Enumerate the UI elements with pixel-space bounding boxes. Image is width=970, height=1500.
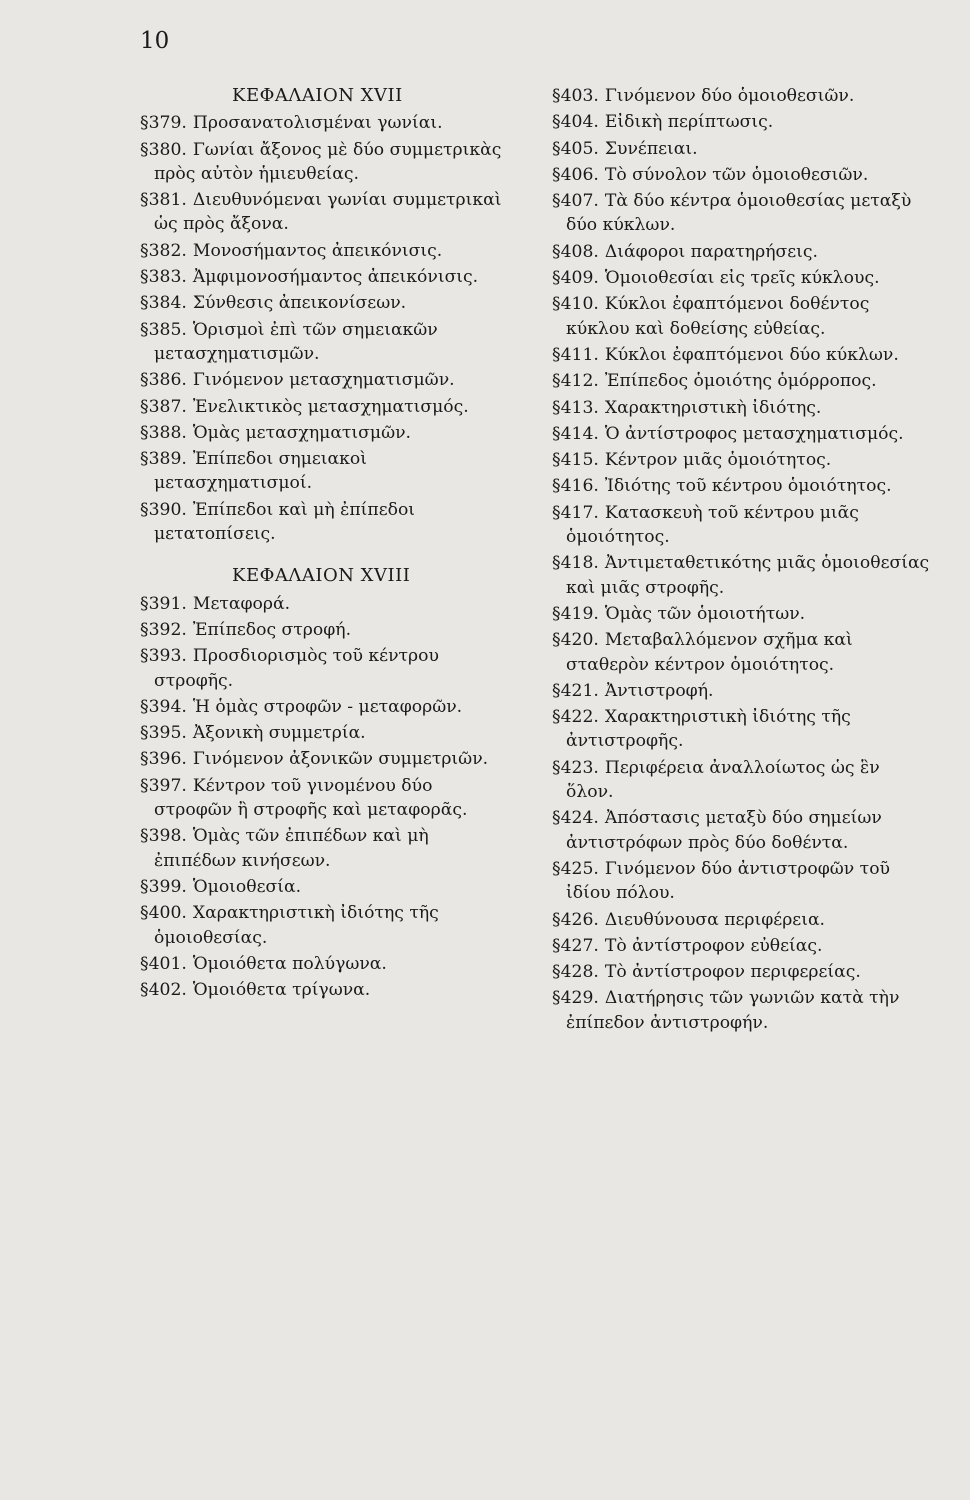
section-number: §390. <box>140 499 187 520</box>
toc-entry <box>552 474 930 498</box>
page-number: 10 <box>140 28 170 54</box>
section-number: §383. <box>140 267 187 288</box>
chapter-17-heading: ΚΕΦΑΛΑΙΟΝ XVII <box>232 85 403 106</box>
section-title: Γινόμενον δύο ὁμοιοθεσιῶν. <box>604 86 855 106</box>
section-number: §399. <box>140 876 187 897</box>
section-number: §415. <box>552 450 599 471</box>
toc-entry <box>552 422 930 446</box>
section-number: §392. <box>140 619 187 640</box>
toc-entry <box>552 908 930 932</box>
section-number: §380. <box>140 139 187 160</box>
section-title: Ὁμὰς τῶν ὁμοιοτήτων. <box>604 603 806 624</box>
toc-entry <box>552 857 930 906</box>
toc-entry <box>552 189 930 238</box>
section-number: §379. <box>140 113 187 134</box>
section-number: §429. <box>552 988 599 1009</box>
section-number: §384. <box>140 293 187 314</box>
section-title: Προσδιορισμὸς τοῦ κέντρου στροφῆς. <box>154 646 439 691</box>
section-title: Ὁμοιοθεσίαι εἰς τρεῖς κύκλους. <box>604 268 880 289</box>
section-title: Προσανατολισμέναι γωνίαι. <box>192 113 443 134</box>
section-number: §396. <box>140 749 187 770</box>
toc-entry <box>552 369 930 393</box>
section-number: §388. <box>140 422 187 443</box>
toc-entry <box>140 318 510 367</box>
toc-entry <box>552 84 930 108</box>
section-title: Ἡ ὁμὰς στροφῶν - μεταφορῶν. <box>192 696 463 717</box>
section-number: §398. <box>140 826 187 847</box>
section-title: Μεταβαλλόμενον σχῆμα καὶ σταθερὸν κέντρον ὁμοιότητος. <box>566 630 853 675</box>
toc-entry <box>140 421 510 445</box>
section-title: Τὰ δύο κέντρα ὁμοιοθεσίας μεταξὺ δύο κύκλων. <box>566 191 912 236</box>
section-number: §385. <box>140 319 187 340</box>
toc-entry <box>552 110 930 134</box>
right-column <box>552 84 930 1037</box>
toc-entry <box>552 501 930 550</box>
toc-entry <box>140 291 510 315</box>
section-number: §422. <box>552 707 599 728</box>
toc-entry <box>140 695 510 719</box>
toc-entry <box>140 447 510 496</box>
toc-entry <box>140 111 510 135</box>
toc-entry <box>552 756 930 805</box>
toc-entry <box>140 395 510 419</box>
section-title: Τὸ ἀντίστροφον εὐθείας. <box>604 935 823 956</box>
toc-entry <box>140 265 510 289</box>
section-number: §409. <box>552 268 599 289</box>
toc-entry <box>552 292 930 341</box>
section-number: §411. <box>552 344 599 365</box>
section-number: §395. <box>140 723 187 744</box>
section-title: Ἀμφιμονοσήμαντος ἀπεικόνισις. <box>192 267 479 288</box>
toc-entry <box>140 239 510 263</box>
section-number: §391. <box>140 593 187 614</box>
section-number: §401. <box>140 953 187 974</box>
toc-entry <box>140 901 510 950</box>
toc-entry <box>552 240 930 264</box>
section-number: §425. <box>552 858 599 879</box>
section-number: §412. <box>552 371 599 392</box>
toc-entry <box>552 960 930 984</box>
toc-entry <box>140 721 510 745</box>
toc-entry <box>140 875 510 899</box>
toc-entry <box>140 368 510 392</box>
toc-entry <box>552 934 930 958</box>
section-number: §407. <box>552 191 599 212</box>
toc-entry <box>140 952 510 976</box>
section-title: Γινόμενον μετασχηματισμῶν. <box>192 370 455 391</box>
toc-entry <box>140 138 510 187</box>
chapter-18-heading: ΚΕΦΑΛΑΙΟΝ XVIII <box>232 565 411 587</box>
toc-entry <box>552 448 930 472</box>
section-title: Ἐπίπεδοι σημειακοὶ μετασχηματισμοί. <box>154 449 367 494</box>
toc-entry <box>552 705 930 754</box>
toc-entry <box>552 137 930 161</box>
right-column-entries <box>552 84 930 1035</box>
section-title: Ὁμοιόθετα πολύγωνα. <box>192 953 387 974</box>
section-title: Μονοσήμαντος ἀπεικόνισις. <box>192 240 443 261</box>
section-number: §408. <box>552 241 599 262</box>
toc-entry <box>552 679 930 703</box>
section-number: §387. <box>140 396 187 417</box>
section-title: Γινόμενον δύο ἀντιστροφῶν τοῦ ἰδίου πόλου. <box>566 858 890 904</box>
section-title: Ἐπίπεδοι καὶ μὴ ἐπίπεδοι μετατοπίσεις. <box>154 499 416 545</box>
section-title: Ἀξονικὴ συμμετρία. <box>192 723 366 744</box>
section-number: §420. <box>552 630 599 651</box>
section-title: Ἀπόστασις μεταξὺ δύο σημείων ἀντιστρόφων πρὸς δύο δοθέντα. <box>566 808 882 853</box>
chapter-18-entries <box>140 592 510 1003</box>
toc-entry <box>552 396 930 420</box>
section-number: §405. <box>552 138 599 159</box>
toc-entry <box>140 498 510 547</box>
toc-entry <box>140 747 510 771</box>
section-title: Ἀντιστροφή. <box>604 680 714 701</box>
section-number: §418. <box>552 553 599 574</box>
section-number: §406. <box>552 164 599 185</box>
section-number: §397. <box>140 775 187 796</box>
section-number: §393. <box>140 646 187 667</box>
section-number: §413. <box>552 397 599 418</box>
section-number: §421. <box>552 680 599 701</box>
section-title: Ὁμὰς μετασχηματισμῶν. <box>192 422 412 443</box>
section-number: §389. <box>140 449 187 470</box>
toc-entry <box>140 824 510 873</box>
section-number: §386. <box>140 370 187 391</box>
toc-entry <box>552 266 930 290</box>
section-title: Μεταφορά. <box>192 593 291 614</box>
toc-entry <box>140 188 510 237</box>
section-title: Ὁμοιόθετα τρίγωνα. <box>192 980 371 1001</box>
section-title: Τὸ ἀντίστροφον περιφερείας. <box>604 962 861 983</box>
section-title: Ἰδιότης τοῦ κέντρου ὁμοιότητος. <box>604 476 892 497</box>
section-number: §427. <box>552 935 599 956</box>
section-number: §394. <box>140 696 187 717</box>
section-number: §416. <box>552 476 599 497</box>
section-title: Ὁ ἀντίστροφος μετασχηματισμός. <box>604 423 904 444</box>
section-title: Τὸ σύνολον τῶν ὁμοιοθεσιῶν. <box>604 164 869 185</box>
toc-entry <box>140 618 510 642</box>
section-title: Ὁμὰς τῶν ἐπιπέδων καὶ μὴ ἐπιπέδων κινήσεων. <box>154 826 429 871</box>
toc-entry <box>552 551 930 600</box>
toc-entry <box>552 806 930 855</box>
section-title: Ἐπίπεδος στροφή. <box>192 619 352 640</box>
section-number: §382. <box>140 240 187 261</box>
section-title: Ἀντιμεταθετικότης μιᾶς ὁμοιοθεσίας καὶ μιᾶς στροφῆς. <box>566 553 930 598</box>
section-number: §424. <box>552 808 599 829</box>
section-title: Ὁμοιοθεσία. <box>192 876 302 897</box>
section-number: §403. <box>552 86 599 106</box>
toc-entry <box>552 163 930 187</box>
section-title: Χαρακτηριστικὴ ἰδιότης. <box>604 397 822 418</box>
toc-entry <box>140 592 510 616</box>
chapter-17-entries <box>140 111 510 546</box>
section-title: Ἐπίπεδος ὁμοιότης ὁμόρροπος. <box>604 371 877 392</box>
section-title: Κατασκευὴ τοῦ κέντρου μιᾶς ὁμοιότητος. <box>566 502 859 548</box>
section-number: §381. <box>140 190 187 211</box>
section-title: Διατήρησις τῶν γωνιῶν κατὰ τὴν ἐπίπεδον ἀντιστροφήν. <box>566 988 900 1033</box>
section-title: Συνέπειαι. <box>604 138 698 159</box>
section-number: §426. <box>552 909 599 930</box>
section-number: §419. <box>552 603 599 624</box>
section-title: Γινόμενον ἀξονικῶν συμμετριῶν. <box>192 749 489 770</box>
section-number: §428. <box>552 962 599 983</box>
section-title: Χαρακτηριστικὴ ἰδιότης τῆς ὁμοιοθεσίας. <box>154 903 439 948</box>
section-number: §402. <box>140 980 187 1001</box>
section-number: §423. <box>552 757 599 778</box>
section-title: Περιφέρεια ἀναλλοίωτος ὡς ἓν ὅλον. <box>566 757 880 803</box>
section-number: §414. <box>552 423 599 444</box>
section-title: Κύκλοι ἐφαπτόμενοι δύο κύκλων. <box>604 344 899 365</box>
toc-entry <box>140 978 510 1002</box>
section-title: Κύκλοι ἐφαπτόμενοι δοθέντος κύκλου καὶ δοθείσης εὐθείας. <box>566 294 870 339</box>
section-title: Εἰδικὴ περίπτωσις. <box>604 112 774 133</box>
toc-entry <box>140 774 510 823</box>
section-title: Διάφοροι παρατηρήσεις. <box>604 241 818 262</box>
section-number: §417. <box>552 502 599 523</box>
section-title: Γωνίαι ἄξονος μὲ δύο συμμετρικὰς πρὸς αὐτὸν ἡμιευθείας. <box>154 139 502 184</box>
section-number: §410. <box>552 294 599 315</box>
section-title: Διευθύνουσα περιφέρεια. <box>604 909 826 930</box>
section-title: Κέντρον τοῦ γινομένου δύο στροφῶν ἢ στροφῆς καὶ μεταφορᾶς. <box>154 775 468 821</box>
toc-entry <box>552 628 930 677</box>
section-title: Διευθυνόμεναι γωνίαι συμμετρικαὶ ὡς πρὸς ἄξονα. <box>154 190 502 235</box>
section-title: Σύνθεσις ἀπεικονίσεων. <box>192 293 407 314</box>
toc-entry <box>552 343 930 367</box>
section-title: Κέντρον μιᾶς ὁμοιότητος. <box>604 450 832 471</box>
toc-entry <box>552 986 930 1035</box>
section-number: §400. <box>140 903 187 924</box>
toc-entry <box>140 644 510 693</box>
left-column <box>140 84 510 1004</box>
section-title: Ἐνελικτικὸς μετασχηματισμός. <box>192 396 469 417</box>
section-number: §404. <box>552 112 599 133</box>
section-title: Ὁρισμοὶ ἐπὶ τῶν σημειακῶν μετασχηματισμῶν. <box>154 319 438 364</box>
section-title: Χαρακτηριστικὴ ἰδιότης τῆς ἀντιστροφῆς. <box>566 707 851 752</box>
toc-entry <box>552 602 930 626</box>
